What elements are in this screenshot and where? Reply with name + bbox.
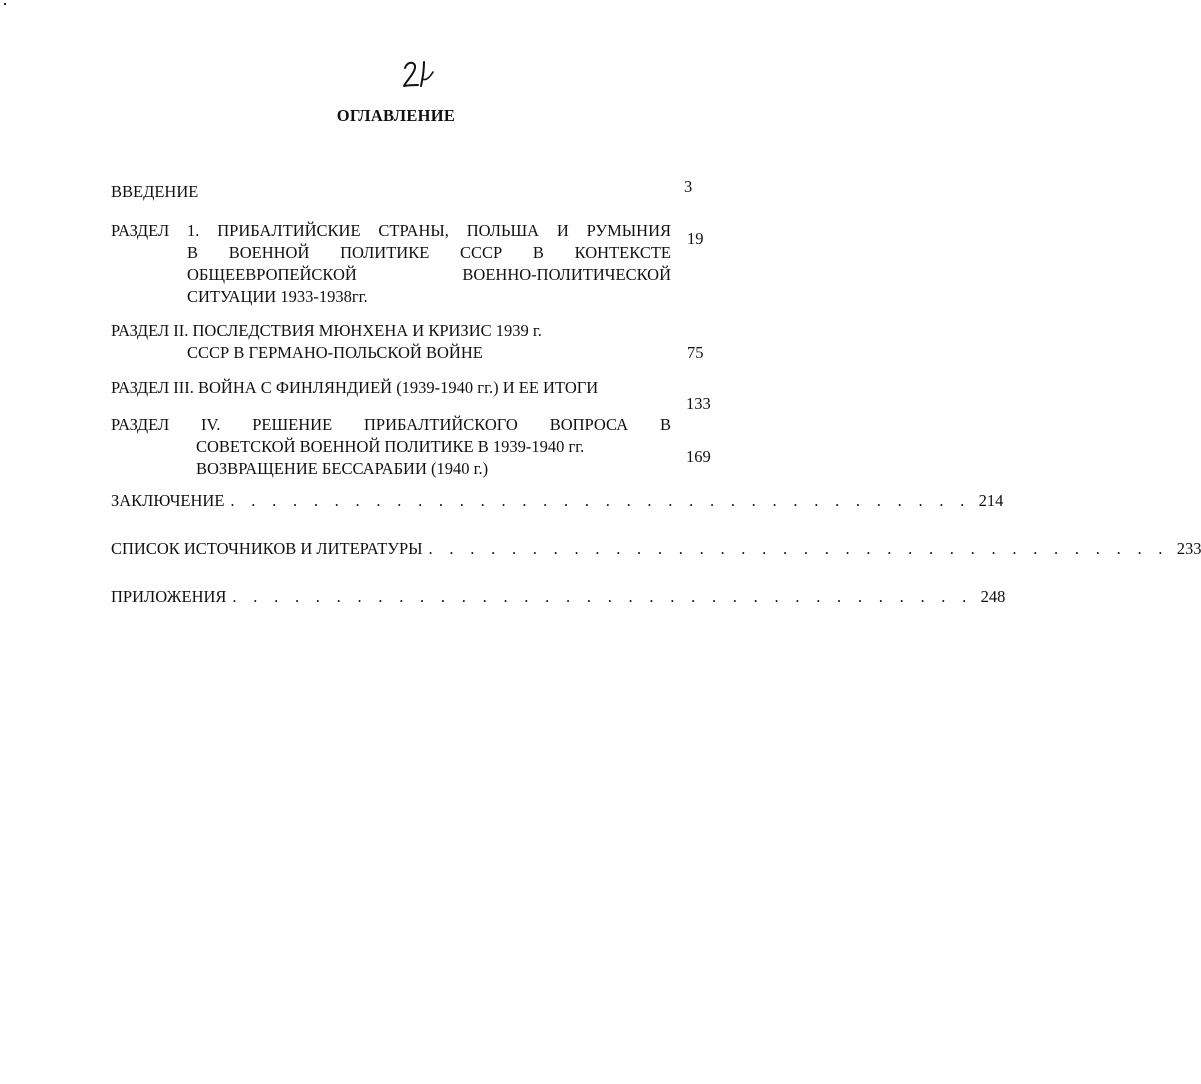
toc-entry-section2-page: 75: [687, 343, 704, 362]
toc-entry-section1-line4[interactable]: СИТУАЦИИ 1933-1938гг.: [187, 287, 368, 306]
toc-entry-appendices-page: 248: [980, 587, 1006, 606]
toc-entry-section4-page: 169: [686, 447, 711, 466]
toc-entry-sources-page: 233: [1176, 539, 1201, 558]
dot-leader: . . . . . . . . . . . . . . . . . . . . . . . . . . . . . . . . . . . .: [230, 491, 971, 510]
toc-entry-section4-line1[interactable]: РАЗДЕЛ IV. РЕШЕНИЕ ПРИБАЛТИЙСКОГО ВОПРОСА В: [111, 415, 671, 434]
toc-entry-intro-label[interactable]: ВВЕДЕНИЕ: [111, 182, 199, 201]
toc-entry-sources-label: СПИСОК ИСТОЧНИКОВ И ЛИТЕРАТУРЫ: [111, 539, 423, 558]
toc-entry-section3-page: 133: [686, 394, 711, 413]
toc-entry-appendices[interactable]: [111, 586, 1006, 608]
toc-entry-appendices-label: ПРИЛОЖЕНИЯ: [111, 587, 227, 606]
page-title: ОГЛАВЛЕНИЕ: [336, 106, 456, 125]
toc-entry-section1-line1[interactable]: РАЗДЕЛ 1. ПРИБАЛТИЙСКИЕ СТРАНЫ, ПОЛЬША И РУМЫНИЯ: [111, 221, 671, 240]
toc-entry-section4-line2[interactable]: СОВЕТСКОЙ ВОЕННОЙ ПОЛИТИКЕ В 1939-1940 гг.: [196, 437, 585, 456]
toc-entry-conclusion-label: ЗАКЛЮЧЕНИЕ: [111, 491, 225, 510]
toc-entry-section1-page: 19: [687, 229, 704, 248]
toc-entry-section1-line3[interactable]: ОБЩЕЕВРОПЕЙСКОЙ ВОЕННО-ПОЛИТИЧЕСКОЙ: [187, 265, 671, 284]
toc-entry-intro-page: 3: [684, 177, 693, 196]
toc-entry-section2-line2[interactable]: СССР В ГЕРМАНО-ПОЛЬСКОЙ ВОЙНЕ: [187, 343, 483, 362]
toc-entry-sources[interactable]: [111, 538, 1201, 560]
toc-entry-conclusion[interactable]: [111, 490, 1004, 512]
dot-leader: . . . . . . . . . . . . . . . . . . . . . . . . . . . . . . . . . . . .: [232, 587, 973, 606]
toc-entry-section3-line1[interactable]: РАЗДЕЛ III. ВОЙНА С ФИНЛЯНДИЕЙ (1939-1940 гг.) И ЕЕ ИТОГИ: [111, 378, 599, 397]
toc-entry-section1-line2[interactable]: В ВОЕННОЙ ПОЛИТИКЕ СССР В КОНТЕКСТЕ: [187, 243, 671, 262]
toc-entry-section2-line1[interactable]: РАЗДЕЛ II. ПОСЛЕДСТВИЯ МЮНХЕНА И КРИЗИС 1939 г.: [111, 321, 542, 340]
dot-leader: . . . . . . . . . . . . . . . . . . . . . . . . . . . . . . . . . . . .: [428, 539, 1169, 558]
toc-entry-conclusion-page: 214: [978, 491, 1004, 510]
toc-entry-section4-line3[interactable]: ВОЗВРАЩЕНИЕ БЕССАРАБИИ (1940 г.): [196, 459, 489, 478]
